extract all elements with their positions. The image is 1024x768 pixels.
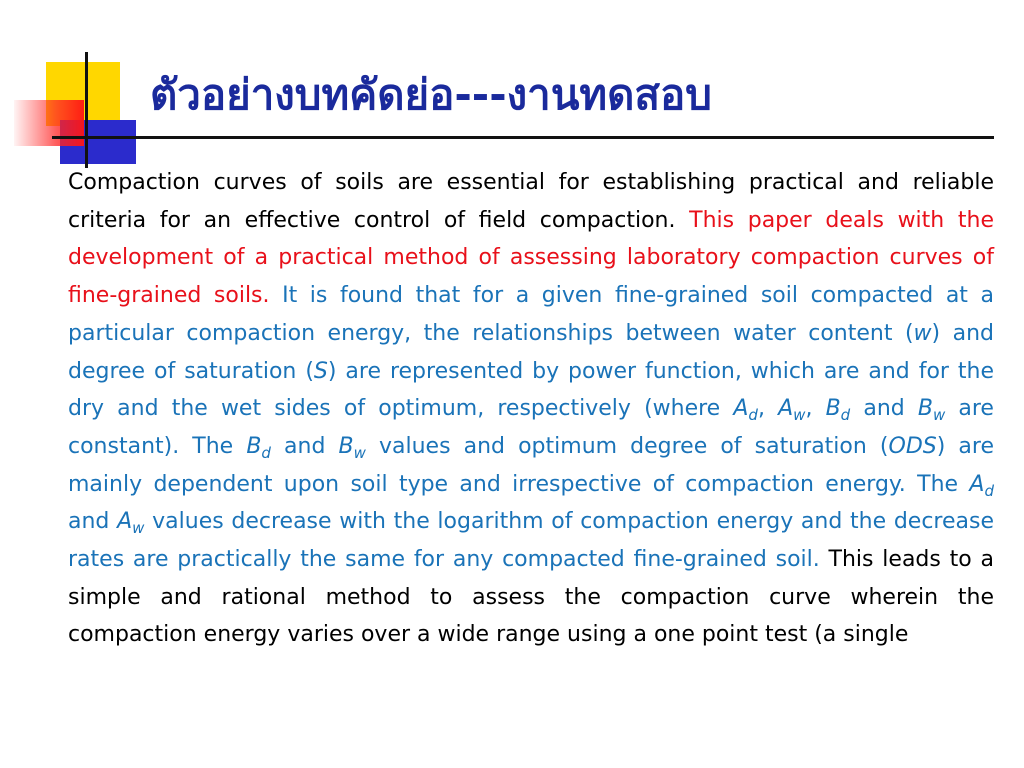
symbol-S: S <box>313 358 328 384</box>
sentence-conclusion: This leads to a simple and rational method to assess the compaction curve wherein the compaction energy varies over a wide range using a one point test (a single <box>68 547 994 648</box>
symbol-ODS: ODS <box>888 433 937 459</box>
sentence-purpose: This paper deals with the development of a practical method of assessing laboratory compaction curves of fine-grained soils. <box>68 207 994 309</box>
title-underline <box>52 136 994 139</box>
decor-vertical-line <box>85 52 88 168</box>
slide-title: ตัวอย่างบทคัดย่อ---งานทดสอบ <box>150 70 712 119</box>
abstract-text <box>68 164 994 654</box>
symbol-Ad: A <box>969 471 985 497</box>
symbol-Bw: B <box>917 396 933 422</box>
decor-red-gradient <box>14 100 84 146</box>
symbol-w: w <box>913 320 932 346</box>
sentence-intro: Compaction curves of soils are essential for establishing practical and reliable criteria for an effective control of field compaction. <box>68 170 994 233</box>
sentence-findings: It is found that for a given fine-grained soil compacted at a particular compaction energy, the relationships between water content (w) and degree of saturation (S) are represented by power function, which are and for the dry and the wet sides of optimum, respectively (where $A_d$, $A_w$, $B_d$ and $B_w$ are constant). The $B_d$ and $B_w$ values and optimum degree of saturation (ODS) are mainly dependent upon soil type and irrespective of compaction energy. The $A_d$ and $A_w$ values decrease with the logarithm of compaction energy and the decrease rates are practically the same for any compacted fine-grained soil. <box>68 283 995 573</box>
symbol-Aw: A <box>778 396 794 422</box>
symbol-Bd: B <box>825 396 841 422</box>
symbol-Aw: A <box>117 509 133 535</box>
symbol-Bw: B <box>338 433 354 459</box>
symbol-Ad: A <box>733 396 749 422</box>
symbol-Bd: B <box>246 433 262 459</box>
